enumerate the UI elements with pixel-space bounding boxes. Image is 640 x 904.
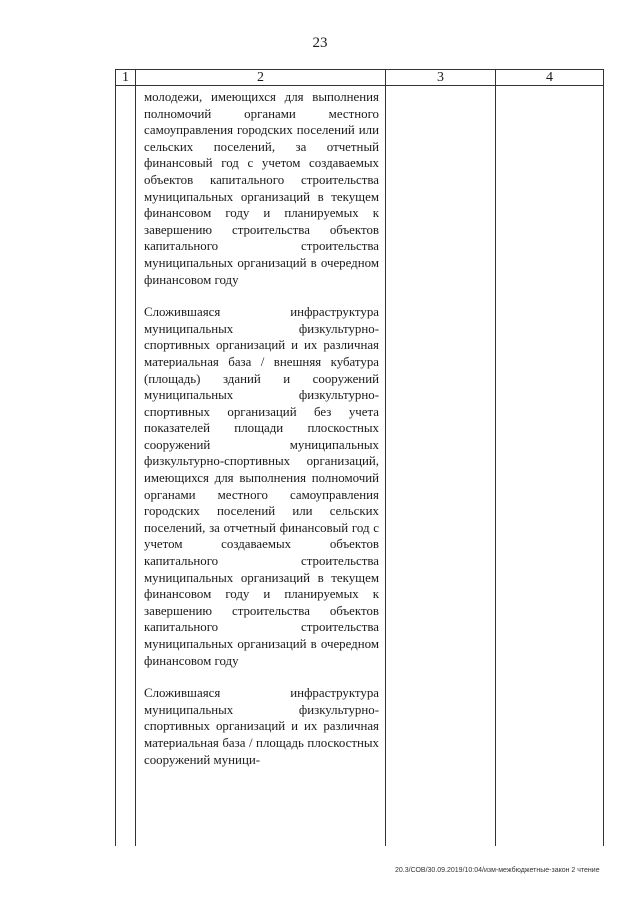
footer-reference: 20.3/СОВ/30.09.2019/10:04/изм-межбюджетные-закон 2 чтение xyxy=(395,867,600,874)
header-col-1: 1 xyxy=(116,70,136,86)
header-col-3: 3 xyxy=(386,70,496,86)
table-header-row xyxy=(116,70,604,86)
cell-col-3 xyxy=(386,86,496,847)
paragraph-1: молодежи, имеющихся для выполнения полномочий органами местного самоуправления городских поселений или сельских поселений, за отчетный финансовый год с учетом создаваемых объектов капитального строительства муниципальных организаций в текущем финансовом году и планируемых к завершению строительства объектов капитального строительства муниципальных организаций в очередном финансовом году xyxy=(144,90,379,287)
cell-col-2 xyxy=(136,86,386,847)
header-col-2: 2 xyxy=(136,70,386,86)
header-col-4: 4 xyxy=(496,70,604,86)
cell-col-4 xyxy=(496,86,604,847)
paragraph-2: Сложившаяся инфраструктура муниципальных физкультурно-спортивных организаций и их различная материальная база / внешняя кубатура (площадь) зданий и сооружений муниципальных физкультурно-спортивных организаций без учета показателей площади плоскостных сооружений муниципальных физкультурно-спортивных организаций, имеющихся для выполнения полномочий органами местного самоуправления городских поселений или сельских поселений, за отчетный финансовый год с учетом создаваемых объектов капитального строительства муниципальных организаций в текущем финансовом году и планируемых к завершению строительства объектов капитального строительства муниципальных организаций в очередном финансовом году xyxy=(144,305,379,668)
cell-col-1 xyxy=(116,86,136,847)
table-row xyxy=(116,86,604,847)
page-number: 23 xyxy=(312,35,328,51)
document-table xyxy=(115,69,604,846)
paragraph-3: Сложившаяся инфраструктура муниципальных физкультурно-спортивных организаций и их различная материальная база / площадь плоскостных сооружений муници- xyxy=(144,686,379,767)
